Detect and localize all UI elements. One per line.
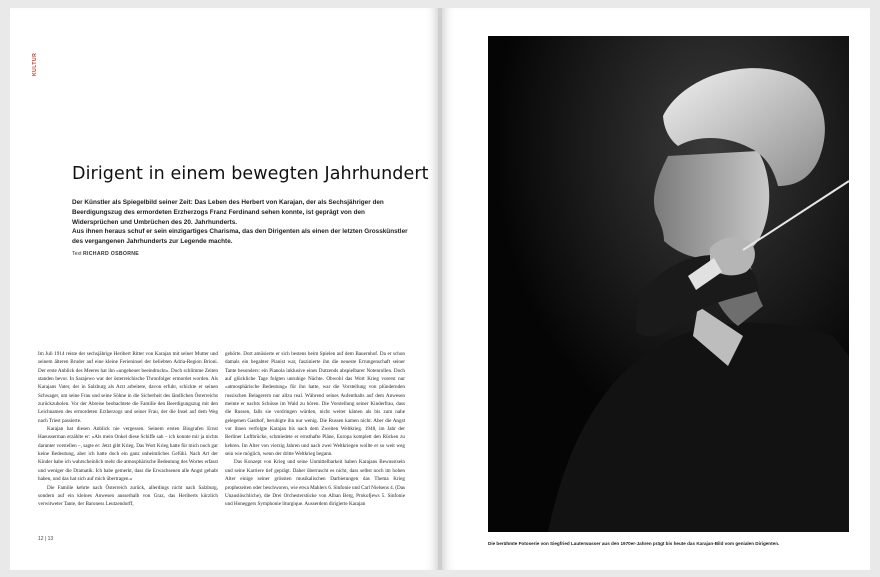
section-tag-wrapper: [30, 50, 38, 76]
section-tag: KULTUR: [32, 52, 38, 76]
standfirst-paragraph: Der Künstler als Spiegelbild seiner Zeit: Das Leben des Herbert von Karajan, der als Sechsjähriger den Beerdigungszug des ermordeten Erzherzogs Franz Ferdinand sehen konnte, ist geprägt von den Widersprüchen und Umbrüchen des 20. Jahrhunderts.: [72, 199, 384, 226]
byline-author: RICHARD OSBORNE: [82, 251, 140, 257]
body-paragraph: Die Familie kehrte nach Österreich zurück, allerdings nicht nach Salzburg, sondern auf ein kleines Anwesen ausserhalb von Graz, das Heriberts kürzlich verwitweter Tante, der Baroness Leutzendorff,: [38, 484, 218, 508]
photo-caption: Die berühmte Fotoserie von Siegfried Lauterwasser aus den 1970er-Jahren prägt bis heute das Karajan-Bild vom genialen Dirigenten.: [488, 541, 780, 546]
byline: [72, 251, 139, 257]
body-column-2: [225, 350, 405, 509]
article-headline: Dirigent in einem bewegten Jahrhundert: [72, 164, 429, 184]
body-paragraph: gehörte. Dort amüsierte er sich bestens beim Spielen auf dem Bauernhof. Da er schon damals ein begabter Pianist war, faszinierte ihn die neueste Errungenschaft seiner Tante besonders: ein Pianola inklusive eines Dutzends abspielbarer Notenrollen. Doch auf glückliche Tage folgten unruhige Nächte. Obwohl das Wort Krieg vorerst nur «atmosphärische Bedeutung» für ihn hatte, war die Vorstellung von plündernden russischen Belagerern nur allzu real. Während seines Aufenthalts auf dem Anwesen meinte er nachts Schüsse im Wald zu hören. Die Vorstellung seiner Kinderfrau, dass die Russen, falls sie vordringen würden, nicht weiter kämen als bis zum nahe gelegenen Gasthof, beruhigte ihn nur wenig. Die Russen kamen nicht. Aber die Angst vor ihnen verfolgte Karajan bis nach dem Zweiten Weltkrieg. 1948, im Jahr der Berliner Luftbrücke, schmiedete er ernsthafte Pläne, Europa komplett den Rücken zu kehren. Im Alter von vierzig Jahren und nach zwei Weltkriegen wollte er so weit weg sein wie möglich, wenn der dritte Weltkrieg begann.: [225, 351, 405, 458]
magazine-spread: [10, 8, 870, 570]
body-paragraph: Im Juli 1914 reiste der sechsjährige Heribert Ritter von Karajan mit seiner Mutter und seinem älteren Bruder auf eine kleine Ferieninsel der beliebten Adria-Region Brioni. Der erste Anblick des Meeres hat ihn «ungeheuer beeindruckt». Doch schlimme Zeiten standen bevor. In Sarajewo war der österreichische Thronfolger ermordet worden. Als Karajans Vater, der in Salzburg als Arzt arbeitete, davon erfuhr, schickte er seinen Schwager, um seine Frau und seine Söhne in die Sicherheit des ländlichen Österreichs zurückzuholen. Vor der Abreise beobachtete die Familie den Beerdigungszug mit den Leichnamen des ermordeten Erzherzogs und seiner Frau, der die Insel auf dem Weg nach Triest passierte.: [38, 351, 218, 424]
article-standfirst: [72, 198, 412, 247]
standfirst-paragraph: Aus ihnen heraus schuf er sein einzigartiges Charisma, das den Dirigenten als einen der letzten Grosskünstler des vergangenen Jahrhunderts zur Legende machte.: [72, 228, 408, 246]
byline-label: Text: [72, 251, 82, 257]
conductor-photo: [488, 36, 849, 532]
body-paragraph: Karajan hat diesen Anblick nie vergessen. Seinem ersten Biografen Ernst Haeusserman erzählte er: «Als mein Onkel diese Schiffe sah – ich konnte mir ja nichts darunter vorstellen –, sagte er: Jetzt gibt Krieg. Das Wort Krieg hatte für mich noch gar keine Bedeutung, aber ich hatte doch ein ganz unheimliches Gefühl. Nach Art der Kinder habe ich wahrscheinlich mehr die atmosphärische Bedeutung des Wortes erfasst und weniger die Dramatik. Ich habe gemerkt, dass die Erwachsenen alle Angst gehabt haben, und das hat sich auf mich übertragen.»: [38, 426, 218, 483]
body-column-1: [38, 350, 218, 509]
right-page: [442, 8, 870, 570]
page-numbers: 12 | 13: [38, 536, 54, 542]
conductor-photo-illustration: [488, 36, 849, 532]
left-page: [10, 8, 438, 570]
body-paragraph: Das Konzept von Krieg und seine Unmittelbarkeit haben Karajans Bewusstsein und seine Karriere tief geprägt. Daher überrascht es nicht, dass selbst noch im hohen Alter einige seiner grössten musikalischen Darbietungen das Thema Krieg prophezeiten oder beschworen, wie etwa Mahlers 6. Sinfonie und Carl Nielsens 4. (Das Unauslöschliche), die Drei Orchesterstücke von Alban Berg, Prokofjews 5. Sinfonie und Honeggers Symphonie liturgique. Ausserdem dirigierte Karajan: [225, 459, 406, 508]
